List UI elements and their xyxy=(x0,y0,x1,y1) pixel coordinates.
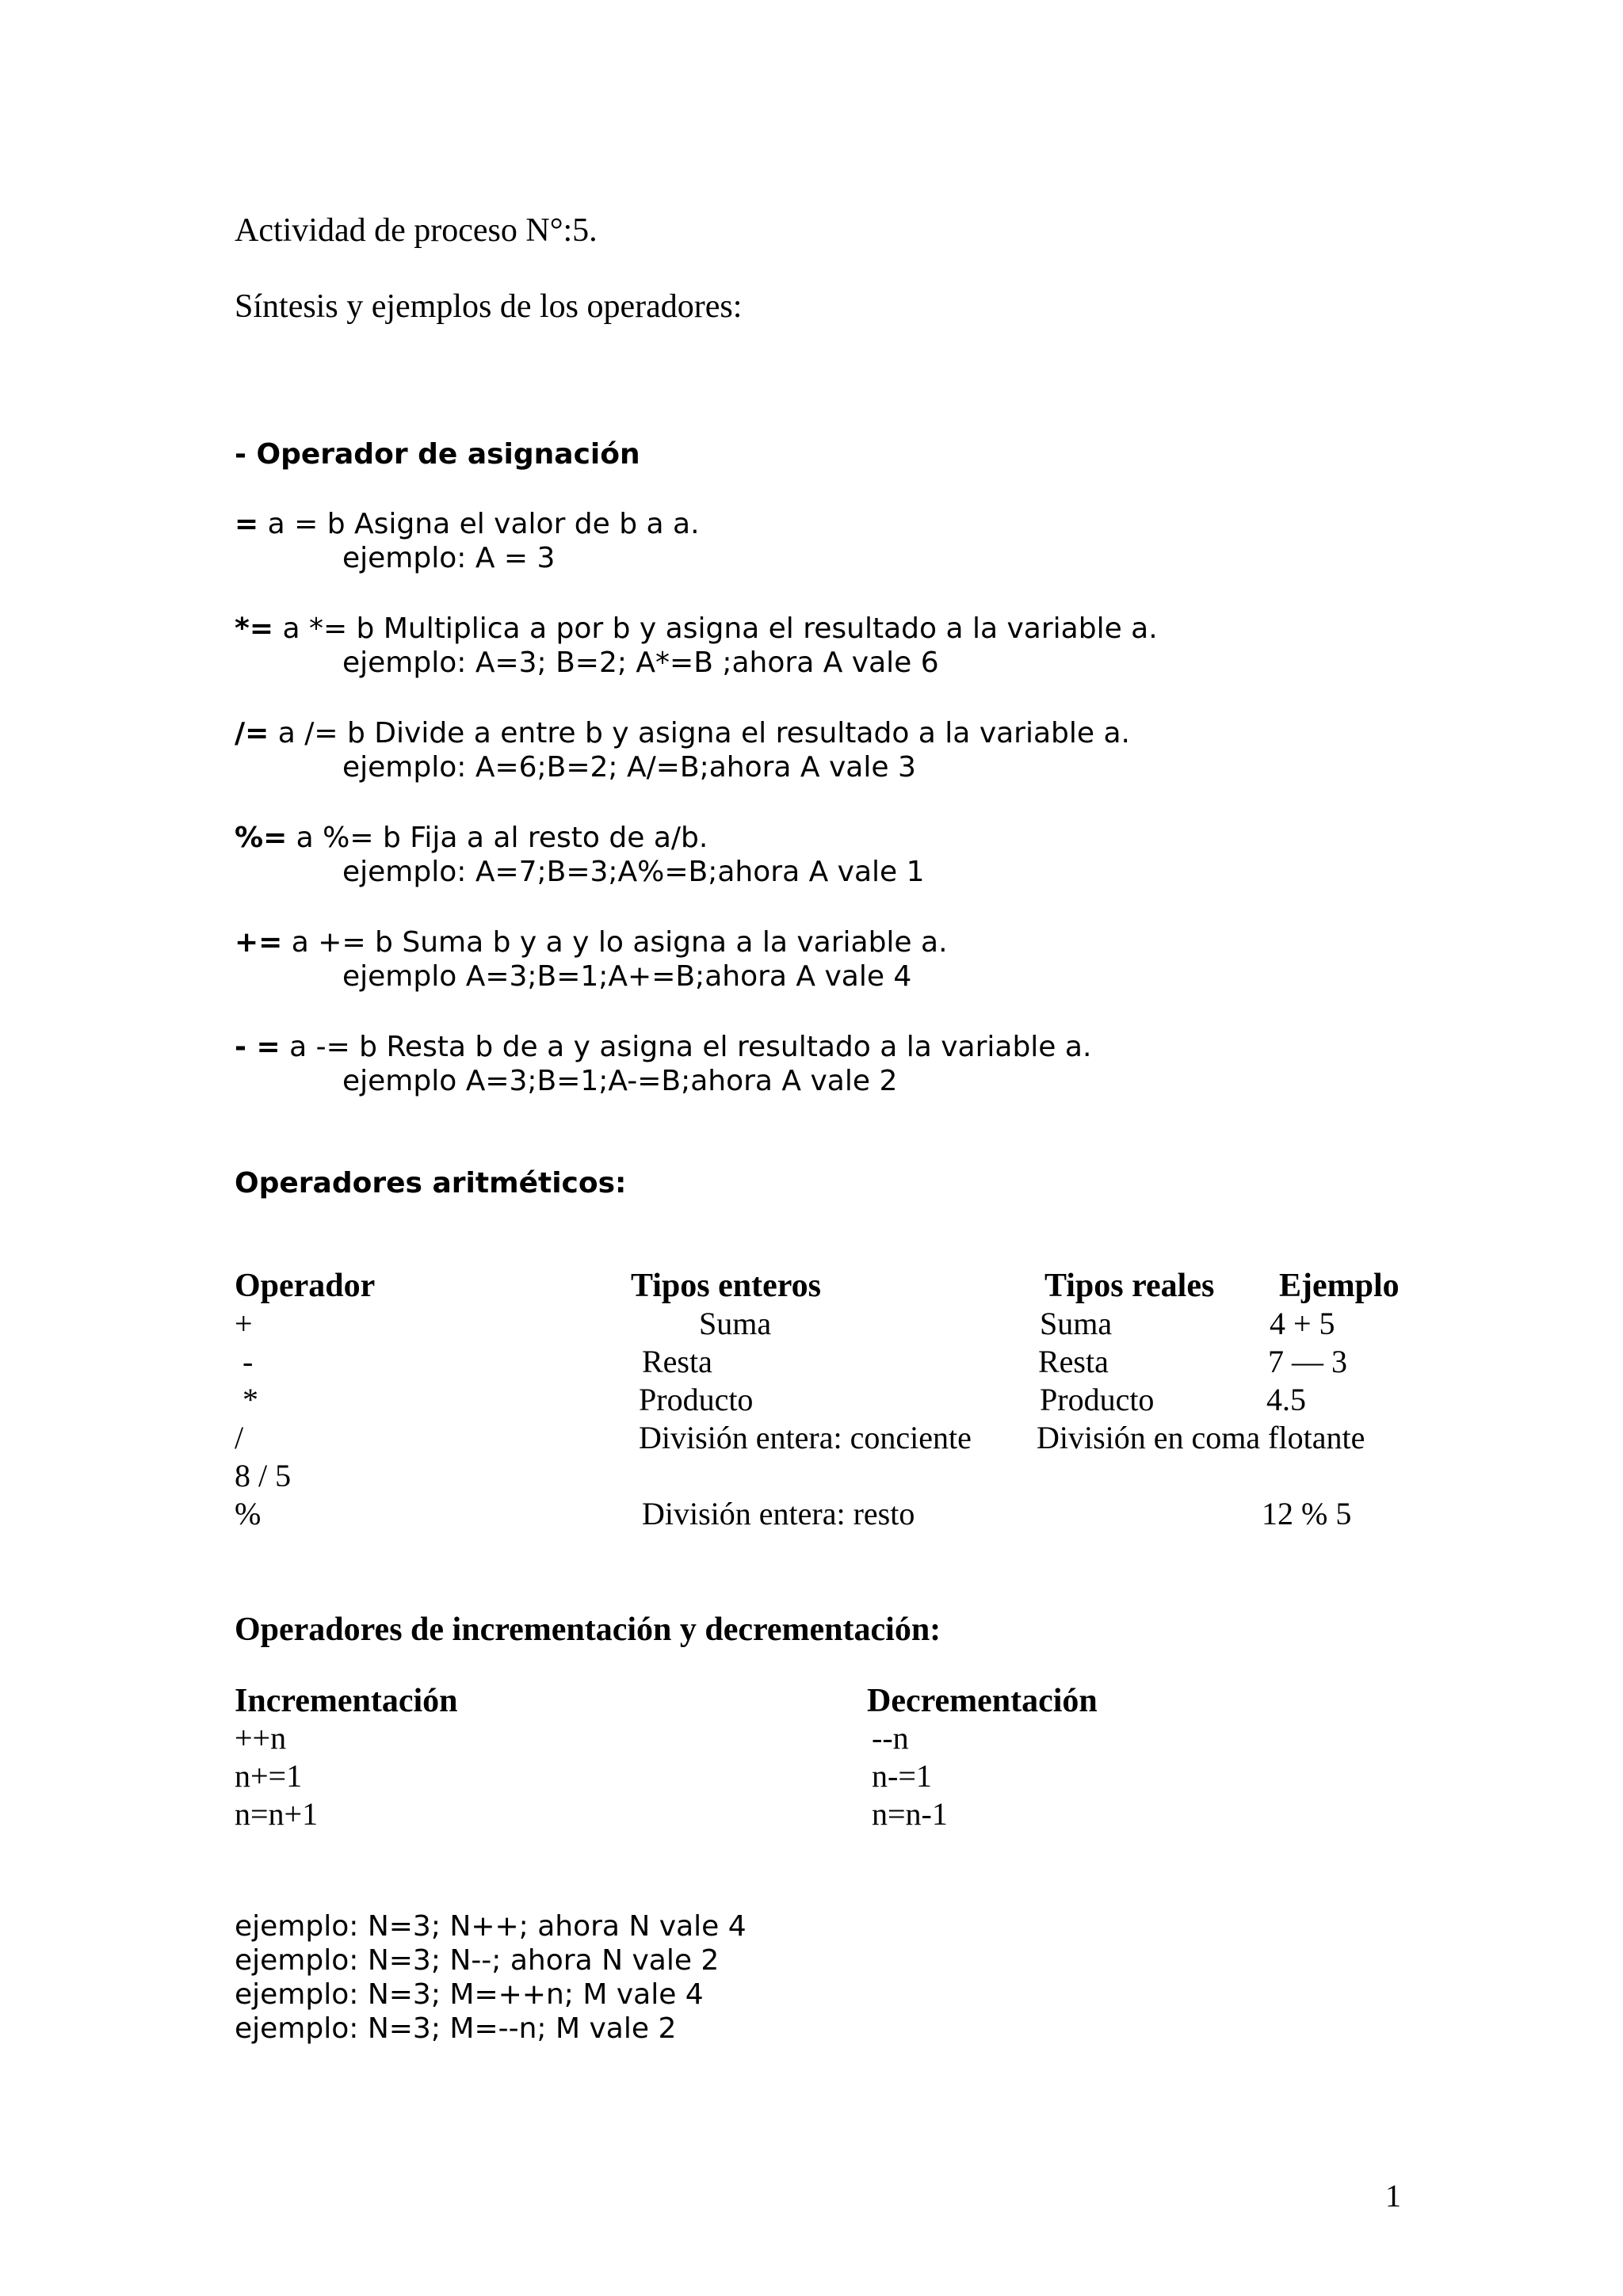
page-number: 1 xyxy=(1385,2178,1401,2214)
operator-symbol: /= xyxy=(235,717,269,749)
operator-description: a -= b Resta b de a y asigna el resultado a la variable a. xyxy=(280,1031,1092,1063)
assign-example: ejemplo A=3;B=1;A-=B;ahora A vale 2 xyxy=(342,1065,898,1097)
col-header-operador: Operador xyxy=(235,1268,376,1304)
assign-example: ejemplo: A=7;B=3;A%=B;ahora A vale 1 xyxy=(342,856,925,888)
assign-example: ejemplo: A=3; B=2; A*=B ;ahora A vale 6 xyxy=(342,646,939,679)
table-cell-op: / xyxy=(235,1420,244,1455)
table-cell-ejemplo: 12 % 5 xyxy=(1262,1496,1352,1531)
operator-symbol: - = xyxy=(235,1031,281,1063)
col-header-reales: Tipos reales xyxy=(1044,1268,1215,1304)
table-cell-reales: Resta xyxy=(1038,1344,1109,1379)
dec-form: n=n-1 xyxy=(872,1796,948,1832)
assign-example: ejemplo: A = 3 xyxy=(342,542,556,574)
table-cell-reales: División en coma flotante xyxy=(1037,1420,1365,1455)
dec-form: n-=1 xyxy=(872,1758,932,1794)
assign-line xyxy=(235,1033,1091,1062)
operator-symbol: %= xyxy=(235,822,288,854)
operator-description: a *= b Multiplica a por b y asigna el resultado a la variable a. xyxy=(273,612,1158,645)
table-cell-enteros: Suma xyxy=(699,1306,772,1341)
assign-example: ejemplo A=3;B=1;A+=B;ahora A vale 4 xyxy=(342,960,912,993)
operator-symbol: *= xyxy=(235,612,273,645)
operator-symbol: = xyxy=(235,508,259,540)
table-cell-reales: Suma xyxy=(1040,1306,1113,1341)
table-cell-ejemplo: 8 / 5 xyxy=(235,1458,292,1493)
table-cell-reales: Producto xyxy=(1040,1382,1155,1417)
assign-line xyxy=(235,926,948,959)
col-header-enteros: Tipos enteros xyxy=(631,1268,821,1304)
table-cell-op: + xyxy=(235,1306,253,1341)
inc-form: n=n+1 xyxy=(235,1796,319,1832)
incdec-example: ejemplo: N=3; M=++n; M vale 4 xyxy=(235,1978,704,2011)
col-header-ejemplo: Ejemplo xyxy=(1279,1268,1400,1304)
table-cell-op: % xyxy=(235,1496,262,1531)
incdec-example: ejemplo: N=3; N--; ahora N vale 2 xyxy=(235,1944,720,1977)
operator-description: a %= b Fija a al resto de a/b. xyxy=(287,822,708,854)
incdec-heading: Operadores de incrementación y decrementación: xyxy=(235,1611,941,1648)
dec-header: Decrementación xyxy=(867,1683,1098,1719)
assign-line xyxy=(235,824,708,852)
table-cell-enteros: Resta xyxy=(642,1344,712,1379)
operator-symbol: += xyxy=(235,926,283,959)
table-cell-ejemplo: 7 — 3 xyxy=(1268,1344,1347,1379)
table-cell-op: * xyxy=(242,1382,258,1417)
table-cell-op: - xyxy=(242,1344,254,1379)
table-cell-enteros: División entera: conciente xyxy=(639,1420,972,1455)
inc-form: ++n xyxy=(235,1720,287,1756)
assign-example: ejemplo: A=6;B=2; A/=B;ahora A vale 3 xyxy=(342,751,916,784)
activity-subtitle: Síntesis y ejemplos de los operadores: xyxy=(235,288,743,325)
assign-line xyxy=(235,719,1130,748)
operator-description: a /= b Divide a entre b y asigna el resultado a la variable a. xyxy=(269,717,1130,749)
inc-header: Incrementación xyxy=(235,1683,458,1719)
activity-title: Actividad de proceso N°:5. xyxy=(235,212,598,249)
inc-form: n+=1 xyxy=(235,1758,303,1794)
table-cell-ejemplo: 4 + 5 xyxy=(1270,1306,1335,1341)
operator-description: a = b Asigna el valor de b a a. xyxy=(258,508,700,540)
assign-heading: - Operador de asignación xyxy=(235,438,640,471)
operator-description: a += b Suma b y a y lo asigna a la variable a. xyxy=(282,926,948,959)
incdec-example: ejemplo: N=3; M=--n; M vale 2 xyxy=(235,2012,677,2045)
table-cell-ejemplo: 4.5 xyxy=(1266,1382,1306,1417)
assign-line xyxy=(235,510,700,539)
incdec-example: ejemplo: N=3; N++; ahora N vale 4 xyxy=(235,1910,747,1943)
arith-heading: Operadores aritméticos: xyxy=(235,1167,627,1199)
table-cell-enteros: División entera: resto xyxy=(642,1496,915,1531)
table-cell-enteros: Producto xyxy=(639,1382,754,1417)
assign-line xyxy=(235,612,1158,645)
dec-form: --n xyxy=(872,1720,909,1756)
